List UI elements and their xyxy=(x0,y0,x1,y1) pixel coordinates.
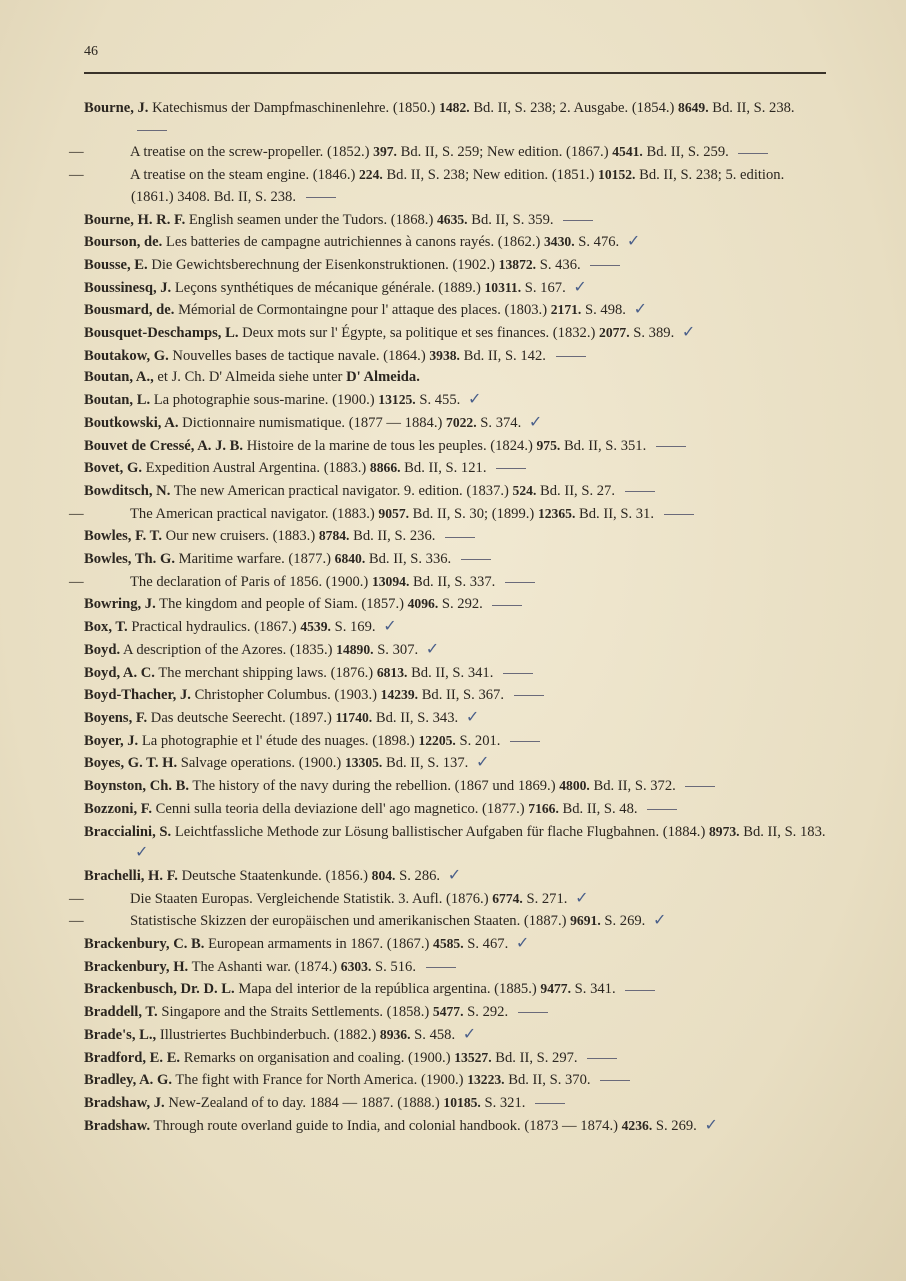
entry-catalog-number: 4585. xyxy=(433,936,464,952)
catalog-entry xyxy=(84,1047,829,1070)
entry-location: Bd. II, S. 238. xyxy=(712,100,795,116)
entry-cross-reference: D' Almeida. xyxy=(346,369,420,386)
entry-author: Box, T. xyxy=(84,619,128,636)
ditto-dash: — xyxy=(69,505,84,522)
pencil-check-icon: ✓ xyxy=(575,887,589,907)
entry-author: Bousquet-Deschamps, L. xyxy=(84,325,239,342)
entry-location: Bd. II, S. 367. xyxy=(421,687,504,704)
entry-title: The history of the navy during the rebellion. (1867 und 1869.) xyxy=(192,778,556,795)
entry-author: Bradshaw, J. xyxy=(84,1094,165,1111)
entry-catalog-number: 7166. xyxy=(528,800,559,816)
entry-catalog-number: 12205. xyxy=(418,732,456,748)
entry-location: S. 455. xyxy=(419,392,461,409)
entry-author: Bourne, H. R. F. xyxy=(84,211,186,228)
entry-title: La photographie sous-marine. (1900.) xyxy=(153,392,375,409)
entry-author: Bradley, A. G. xyxy=(84,1072,172,1089)
entry-catalog-number: 4800. xyxy=(559,778,590,794)
catalog-entry xyxy=(69,910,829,933)
entry-location: S. 201. xyxy=(459,732,501,749)
entry-catalog-number: 14239. xyxy=(380,687,419,703)
entry-location: S. 374. xyxy=(480,414,522,431)
entry-title: A treatise on the screw-propeller. (1852.) xyxy=(130,144,370,161)
pencil-dash-icon xyxy=(518,1012,548,1013)
catalog-entry xyxy=(84,684,829,707)
entry-title: Deutsche Staatenkunde. (1856.) xyxy=(181,867,368,884)
entry-title: Katechismus der Dampfmaschinenlehre. (1850.) xyxy=(152,100,436,116)
entry-title: Leichtfassliche Methode zur Lösung ballistischer Aufgaben für flache Flugbahnen. (1884.) xyxy=(174,823,706,840)
entry-catalog-number: 6840. xyxy=(334,551,366,567)
pencil-check-icon: ✓ xyxy=(626,231,641,251)
entry-catalog-number: 1482. xyxy=(439,100,470,115)
entry-location: S. 436. xyxy=(539,256,581,273)
entry-location: Bd. II, S. 31. xyxy=(579,505,654,522)
pencil-check-icon: ✓ xyxy=(467,389,482,409)
pencil-dash-icon xyxy=(445,537,475,538)
entry-title: Leçons synthétiques de mécanique générale. (1889.) xyxy=(174,279,481,296)
entry-location: Bd. II, S. 351. xyxy=(563,437,647,454)
entry-author: Boyens, F. xyxy=(84,709,148,726)
entry-title: Mapa del interior de la república argentina. (1885.) xyxy=(238,981,537,998)
catalog-entry xyxy=(84,480,829,503)
entry-location: S. 341. xyxy=(574,981,616,998)
entry-catalog-number: 975. xyxy=(536,437,561,453)
pencil-dash-icon xyxy=(664,514,694,515)
pencil-dash-icon xyxy=(505,582,535,583)
entry-title: A description of the Azores. (1835.) xyxy=(122,641,333,658)
entry-author: Boyd. xyxy=(84,641,121,658)
entry-catalog-number: 8936. xyxy=(379,1026,411,1042)
entry-title: Nouvelles bases de tactique navale. (1864.) xyxy=(172,347,426,364)
entry-location: S. 458. xyxy=(414,1026,456,1043)
entry-author: Bozzoni, F. xyxy=(84,800,152,817)
pencil-dash-icon xyxy=(587,1058,617,1059)
ditto-dash: — xyxy=(69,144,84,161)
entry-catalog-number: 13872. xyxy=(498,256,537,272)
catalog-entry xyxy=(84,548,829,571)
entry-catalog-number: 9691. xyxy=(570,913,601,929)
pencil-dash-icon xyxy=(738,153,768,154)
catalog-entry xyxy=(84,707,829,730)
entry-title: European armaments in 1867. (1867.) xyxy=(208,936,430,953)
entry-author: Boutkowski, A. xyxy=(84,414,179,431)
ditto-dash: — xyxy=(69,167,84,184)
entry-catalog-number: 6813. xyxy=(376,664,408,680)
entry-catalog-number: 9477. xyxy=(540,981,571,997)
pencil-dash-icon xyxy=(647,809,677,810)
entry-title: Remarks on organisation and coaling. (1900.) xyxy=(183,1049,451,1066)
entry-catalog-number: 6774. xyxy=(492,890,523,906)
ditto-dash: — xyxy=(69,890,84,907)
catalog-entry xyxy=(84,956,829,979)
entry-catalog-number: 10311. xyxy=(484,279,522,295)
catalog-entry xyxy=(84,277,829,300)
entry-title: Singapore and the Straits Settlements. (1858.) xyxy=(161,1004,430,1021)
entry-location: S. 498. xyxy=(584,302,626,319)
entry-author: Bradford, E. E. xyxy=(84,1049,181,1066)
entry-location: S. 292. xyxy=(467,1004,509,1021)
entry-catalog-number: 4236. xyxy=(621,1117,653,1133)
entry-location: Bd. II, S. 236. xyxy=(353,528,436,545)
entry-author: Brackenbury, C. B. xyxy=(84,936,205,953)
entry-title: Christopher Columbus. (1903.) xyxy=(194,687,377,704)
entry-catalog-number: 4541. xyxy=(612,144,643,160)
entry-author: Boyer, J. xyxy=(84,732,139,749)
entry-title: The merchant shipping laws. (1876.) xyxy=(158,664,374,681)
entry-author: Bouvet de Cressé, A. J. B. xyxy=(84,437,244,454)
pencil-dash-icon xyxy=(306,197,336,198)
pencil-dash-icon xyxy=(656,446,686,447)
entry-author: Bourson, de. xyxy=(84,234,163,251)
entry-title: Dictionnaire numismatique. (1877 — 1884.) xyxy=(182,414,443,431)
catalog-entry xyxy=(84,752,829,775)
pencil-check-icon: ✓ xyxy=(652,910,667,930)
pencil-dash-icon xyxy=(514,695,544,696)
pencil-check-icon: ✓ xyxy=(475,752,490,772)
entry-author: Bousmard, de. xyxy=(84,302,175,319)
entry-title: Die Gewichtsberechnung der Eisenkonstruktionen. (1902.) xyxy=(151,256,496,273)
entry-location: Bd. II, S. 341. xyxy=(411,664,494,681)
entry-catalog-number: 3938. xyxy=(429,347,460,363)
catalog-entry xyxy=(84,435,829,458)
catalog-entry xyxy=(69,503,829,526)
catalog-entry xyxy=(84,821,829,865)
entry-title: Das deutsche Seerecht. (1897.) xyxy=(150,709,332,726)
entry-title: Practical hydraulics. (1867.) xyxy=(131,619,297,636)
pencil-dash-icon xyxy=(556,356,586,357)
pencil-check-icon: ✓ xyxy=(425,638,440,658)
pencil-check-icon: ✓ xyxy=(573,276,587,296)
catalog-entry xyxy=(84,933,829,956)
entry-catalog-number: 9057. xyxy=(378,505,410,521)
entry-title: Les batteries de campagne autrichiennes à canons rayés. (1862.) xyxy=(165,234,541,251)
entry-location: S. 292. xyxy=(441,596,483,613)
entry-location: S. 307. xyxy=(377,641,419,658)
entry-author: Brackenbusch, Dr. D. L. xyxy=(84,981,235,998)
entry-catalog-number: 13527. xyxy=(454,1049,492,1065)
pencil-dash-icon xyxy=(590,265,620,266)
entry-title: The fight with France for North America. (1900.) xyxy=(175,1072,464,1089)
entry-title: A treatise on the steam engine. (1846.) xyxy=(130,167,356,184)
catalog-entry xyxy=(84,639,829,662)
entry-location: Bd. II, S. 370. xyxy=(508,1072,591,1089)
entry-catalog-number: 8649. xyxy=(678,100,709,115)
entry-author: Braddell, T. xyxy=(84,1004,158,1021)
entry-author: Bousse, E. xyxy=(84,256,148,273)
catalog-entry xyxy=(84,662,829,685)
entry-location: S. 516. xyxy=(375,958,416,975)
entry-catalog-number: 8784. xyxy=(318,528,350,544)
entry-catalog-number: 10152. xyxy=(598,167,636,183)
catalog-entry xyxy=(84,231,829,254)
entry-author: Bourne, J. xyxy=(84,100,149,116)
header-rule xyxy=(84,72,826,74)
entry-author: Brackenbury, H. xyxy=(84,958,189,975)
entry-author: Braccialini, S. xyxy=(84,823,172,840)
catalog-entry xyxy=(84,1001,829,1024)
entry-catalog-number: 2077. xyxy=(599,325,630,341)
entry-catalog-number: 2171. xyxy=(550,302,582,318)
entry-author: Bowring, J. xyxy=(84,596,156,613)
entry-location: S. 269. xyxy=(655,1117,697,1134)
catalog-entry xyxy=(84,389,829,412)
pencil-dash-icon xyxy=(535,1103,565,1104)
entry-title: La photographie et l' étude des nuages. (1898.) xyxy=(141,732,415,749)
entry-author: Boussinesq, J. xyxy=(84,279,172,296)
entry-catalog-number: 14890. xyxy=(336,641,374,657)
catalog-entry xyxy=(84,1092,829,1115)
entry-catalog-number: 5477. xyxy=(432,1004,464,1020)
entry-location: Bd. II, S. 238; New edition. (1851.) xyxy=(386,167,595,184)
catalog-entry xyxy=(84,322,829,345)
entry-location: Bd. II, S. 336. xyxy=(368,551,452,568)
entry-location: Bd. II, S. 27. xyxy=(540,482,615,499)
ditto-dash: — xyxy=(69,913,84,930)
catalog-entry xyxy=(84,254,829,277)
entry-title: et J. Ch. D' Almeida siehe unter xyxy=(157,369,343,386)
entry-catalog-number: 224. xyxy=(358,167,383,183)
entry-title: Deux mots sur l' Égypte, sa politique et ses finances. (1832.) xyxy=(242,325,596,342)
catalog-entry xyxy=(69,571,829,594)
entry-catalog-number: 804. xyxy=(371,867,396,883)
entry-author: Bowles, F. T. xyxy=(84,528,162,545)
catalog-entry xyxy=(84,1115,829,1138)
entry-catalog-number: 13223. xyxy=(467,1072,505,1088)
entry-catalog-number: 4539. xyxy=(300,619,331,635)
entry-catalog-number: 8973. xyxy=(708,823,740,839)
pencil-dash-icon xyxy=(625,491,655,492)
entry-location: S. 269. xyxy=(604,913,646,930)
catalog-entry xyxy=(84,345,829,368)
pencil-dash-icon xyxy=(492,605,522,606)
pencil-check-icon: ✓ xyxy=(135,842,149,862)
entry-location: Bd. II, S. 343. xyxy=(375,709,459,726)
pencil-dash-icon xyxy=(510,741,540,742)
catalog-entry xyxy=(84,97,829,141)
pencil-check-icon: ✓ xyxy=(447,864,462,884)
catalog-entry xyxy=(69,164,829,208)
entry-catalog-number: 6303. xyxy=(340,958,372,974)
entry-list xyxy=(69,97,829,1137)
entry-location: Bd. II, S. 372. xyxy=(593,778,676,795)
entry-catalog-number: 7022. xyxy=(446,414,477,430)
entry-author: Bowditsch, N. xyxy=(84,482,171,499)
entry-location: S. 321. xyxy=(484,1094,526,1111)
pencil-dash-icon xyxy=(496,468,526,469)
entry-title: Through route overland guide to India, and colonial handbook. (1873 — 1874.) xyxy=(153,1117,618,1134)
pencil-dash-icon xyxy=(503,673,533,674)
entry-location: S. 271. xyxy=(526,890,568,907)
page-number: 46 xyxy=(84,44,98,59)
catalog-entry xyxy=(84,593,829,616)
pencil-check-icon: ✓ xyxy=(462,1023,477,1043)
entry-title: The American practical navigator. (1883.) xyxy=(130,505,375,522)
entry-location: S. 467. xyxy=(467,936,509,953)
entry-catalog-number: 4635. xyxy=(436,211,468,227)
pencil-dash-icon xyxy=(685,786,715,787)
catalog-entry xyxy=(84,209,829,232)
entry-catalog-number: 397. xyxy=(373,144,397,160)
entry-author: Brachelli, H. F. xyxy=(84,867,178,884)
entry-author: Bradshaw. xyxy=(84,1117,151,1134)
entry-location: S. 476. xyxy=(578,234,620,251)
pencil-dash-icon xyxy=(461,559,491,560)
entry-author: Bovet, G. xyxy=(84,460,142,477)
entry-title: New-Zealand of to day. 1884 — 1887. (1888.) xyxy=(168,1094,440,1111)
pencil-dash-icon xyxy=(137,130,167,131)
entry-title: Mémorial de Cormontaingne pour l' attaque des places. (1803.) xyxy=(178,302,548,319)
catalog-entry xyxy=(84,775,829,798)
catalog-entry xyxy=(69,887,829,911)
entry-location: Bd. II, S. 238; 2. Ausgabe. (1854.) xyxy=(473,100,675,116)
entry-location: Bd. II, S. 183. xyxy=(743,823,826,840)
entry-title: Our new cruisers. (1883.) xyxy=(165,528,316,545)
entry-title: The kingdom and people of Siam. (1857.) xyxy=(159,596,404,613)
entry-location: Bd. II, S. 259; New edition. (1867.) xyxy=(400,144,609,161)
entry-catalog-number: 13094. xyxy=(371,573,410,589)
pencil-check-icon: ✓ xyxy=(465,706,480,726)
entry-catalog-number: 12365. xyxy=(537,505,576,521)
entry-title: Expedition Austral Argentina. (1883.) xyxy=(145,460,367,477)
entry-author: Boutan, L. xyxy=(84,392,151,409)
entry-title: The new American practical navigator. 9. edition. (1837.) xyxy=(173,482,509,499)
entry-author: Boyd, A. C. xyxy=(84,664,155,681)
entry-title: Salvage operations. (1900.) xyxy=(180,755,342,772)
entry-location: Bd. II, S. 142. xyxy=(463,347,546,364)
catalog-entry xyxy=(84,1069,829,1092)
entry-author: Bowles, Th. G. xyxy=(84,551,175,568)
catalog-entry xyxy=(84,616,829,639)
pencil-check-icon: ✓ xyxy=(528,411,543,431)
catalog-entry xyxy=(84,412,829,435)
ditto-dash: — xyxy=(69,573,84,590)
pencil-dash-icon xyxy=(600,1080,630,1081)
entry-catalog-number: 11740. xyxy=(335,709,373,725)
entry-location: Bd. II, S. 359. xyxy=(471,211,554,228)
entry-catalog-number: 8866. xyxy=(369,460,401,476)
catalog-entry xyxy=(84,367,829,389)
entry-catalog-number: 13305. xyxy=(344,755,383,771)
entry-author: Boynston, Ch. B. xyxy=(84,778,190,795)
entry-title: Histoire de la marine de tous les peuples. (1824.) xyxy=(246,437,533,454)
entry-location: Bd. II, S. 297. xyxy=(495,1049,578,1066)
entry-author: Boyd-Thacher, J. xyxy=(84,687,191,704)
entry-catalog-number: 3430. xyxy=(544,234,575,250)
pencil-dash-icon xyxy=(563,220,593,221)
pencil-dash-icon xyxy=(625,990,655,991)
pencil-check-icon: ✓ xyxy=(704,1114,718,1134)
entry-title: Maritime warfare. (1877.) xyxy=(178,551,331,568)
entry-location: S. 286. xyxy=(399,867,441,884)
entry-author: Boutakow, G. xyxy=(84,347,169,364)
entry-location: Bd. II, S. 337. xyxy=(413,573,496,590)
entry-catalog-number: 13125. xyxy=(378,392,416,408)
pencil-dash-icon xyxy=(426,967,456,968)
pencil-check-icon: ✓ xyxy=(681,322,696,342)
entry-catalog-number: 524. xyxy=(512,482,537,498)
entry-title: Statistische Skizzen der europäischen und amerikanischen Staaten. (1887.) xyxy=(130,913,567,930)
entry-location: Bd. II, S. 259. xyxy=(646,144,729,161)
catalog-entry xyxy=(84,730,829,753)
entry-location: S. 169. xyxy=(334,619,376,636)
entry-author: Boyes, G. T. H. xyxy=(84,755,178,772)
entry-location: S. 167. xyxy=(524,279,566,296)
catalog-entry xyxy=(69,141,829,164)
entry-title: Die Staaten Europas. Vergleichende Statistik. 3. Aufl. (1876.) xyxy=(130,890,489,907)
entry-title: English seamen under the Tudors. (1868.) xyxy=(188,211,434,228)
entry-author: Boutan, A., xyxy=(84,369,154,386)
entry-location: Bd. II, S. 121. xyxy=(404,460,487,477)
entry-catalog-number: 4096. xyxy=(407,596,439,612)
entry-title: Cenni sulla teoria della deviazione dell' ago magnetico. (1877.) xyxy=(155,800,525,817)
pencil-check-icon: ✓ xyxy=(383,616,397,636)
catalog-entry xyxy=(84,525,829,548)
entry-catalog-number: 10185. xyxy=(443,1094,481,1110)
catalog-entry xyxy=(84,798,829,821)
entry-title: The declaration of Paris of 1856. (1900.) xyxy=(130,573,369,590)
catalog-entry xyxy=(84,299,829,322)
entry-title: The Ashanti war. (1874.) xyxy=(191,958,338,975)
entry-title: Illustriertes Buchbinderbuch. (1882.) xyxy=(159,1026,377,1043)
entry-location: Bd. II, S. 48. xyxy=(562,800,638,817)
pencil-check-icon: ✓ xyxy=(515,933,530,953)
entry-location: S. 389. xyxy=(633,325,675,342)
entry-author: Brade's, L., xyxy=(84,1026,157,1043)
catalog-entry xyxy=(84,865,829,888)
catalog-entry xyxy=(84,457,829,480)
entry-location: Bd. II, S. 137. xyxy=(385,755,469,772)
catalog-entry xyxy=(84,1024,829,1047)
catalog-entry xyxy=(84,978,829,1001)
entry-location: Bd. II, S. 238; 5. edition. (1861.) 3408. Bd. II, S. 238. xyxy=(131,167,785,205)
pencil-check-icon: ✓ xyxy=(633,299,647,319)
entry-location: Bd. II, S. 30; (1899.) xyxy=(412,505,535,522)
